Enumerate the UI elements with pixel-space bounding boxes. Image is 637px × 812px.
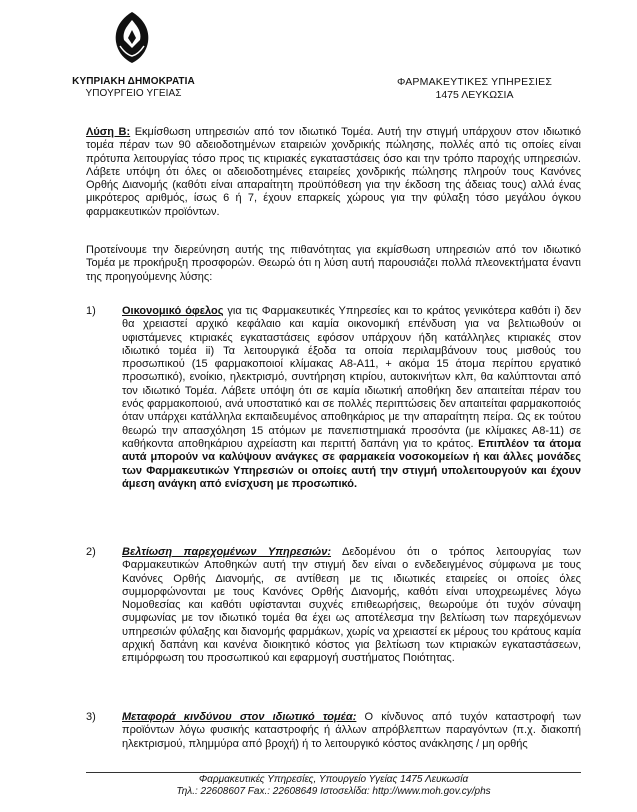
list-item-label: Οικονομικό όφελος bbox=[122, 305, 224, 317]
list-item-number: 1) bbox=[86, 305, 96, 317]
solution-label: Λύση Β: bbox=[86, 126, 131, 138]
list-item-text: για τις Φαρμακευτικές Υπηρεσίες και το κράτος γενικότερα καθότι i) δεν θα χρειαστεί αρχικό κεφάλαιο και καμία οικονομική επένδυση για να βελτιωθούν οι υφιστάμενες κτιριακές εγκαταστάσεις εφόσον υπάρχουν ήδη κατάλληλες κτιριακές στον ιδιωτικό τομέα ii) Τα λειτουργικά έξοδα τα οποία περιλαμβάνουν τους μισθούς του προσωπικού (15 φαρμακοποιοί κλίμακας Α8-Α11, + ακόμα 15 άτομα περίπου εργατικό προσωπικό), ενοίκιο, ηλεκτρισμό, συντήρηση κτιρίου, αυτοκινήτων κλπ, θα καλύπτονται από τον ιδιωτικό Τομέα. Λάβετε υπόψη ότι σε καμία ιδιωτική αποθήκη δεν απαιτείται πέραν του ενός φαρμακοποιού, ανά υποστατικό και σε πολλές περιπτώσεις δεν απαιτείται φαρμακοποιός όταν υπάρχει κατάλληλα εκπαιδευμένος αποθηκάριος με την απαραίτητη πείρα. Ως εκ τούτου θεωρώ την απασχόληση 15 ατόμων με πανεπιστημιακά προσόντα (με κλίμακες Α8-11) σε καθήκοντα αποθηκάριου αχρείαστη και περιττή δαπάνη για το κράτος. bbox=[122, 305, 581, 450]
department-name: ΦΑΡΜΑΚΕΥΤΙΚΕΣ ΥΠΗΡΕΣΙΕΣ bbox=[396, 76, 553, 88]
coat-of-arms-icon bbox=[108, 8, 156, 66]
page-footer bbox=[86, 774, 581, 798]
list-item-label: Μεταφορά κινδύνου στον ιδιωτικό τομέα: bbox=[122, 711, 357, 723]
proposal-text: Προτείνουμε την διερεύνηση αυτής της πιθανότητας για εκμίσθωση υπηρεσιών από τον ιδιωτικό Τομέα με προκήρυξη προσφορών. Θεωρώ ότι η λύση αυτή παρουσιάζει πολλά πλεονεκτήματα έναντι της προηγούμενης λύσης: bbox=[86, 244, 581, 283]
list-item-body bbox=[122, 711, 581, 751]
list-item-number: 3) bbox=[86, 711, 96, 723]
ministry-header bbox=[66, 76, 201, 100]
list-item-body bbox=[122, 546, 581, 666]
list-item-body bbox=[122, 305, 581, 491]
list-item-text: Ο κίνδυνος από τυχόν καταστροφή των προϊόντων λόγω φυσικής καταστροφής ή άλλων απρόβλεπτων παραγόντων (π.χ. διακοπή ηλεκτρισμού, πλημμύρα από βροχή) ή το λειτουργικό κόστος ανάκλησης / μη ορθής bbox=[122, 711, 581, 750]
list-item-text: Δεδομένου ότι ο τρόπος λειτουργίας των Φαρμακευτικών Αποθηκών αυτή την στιγμή δεν είναι ο ενδεδειγμένος σύμφωνα με τους Κανόνες Ορθής Διανομής, σε αντίθεση με τις ιδιωτικές εταιρείες οι οποίες όλες συμμορφώνονται με τους Κανόνες Ορθής Διανομής, καθότι είναι υποχρεωμένες λόγω Νομοθεσίας και καθότι υφίστανται συχνές επιθεωρήσεις, θεωρούμε ότι τυχόν σύναψη συμφωνίας με τον ιδιωτικό τομέα θα έχει ως αποτέλεσμα την βελτίωση των παρεχόμενων υπηρεσιών φύλαξης και διανομής φαρμάκων, χωρίς να χρειαστεί εκ μέρους του κράτους καμία αρχική δαπάνη και κανένα διοικητικό κόστος για βελτίωση των κτιριακών εγκαταστάσεων, επιμόρφωση του προσωπικού και εφαρμογή συστήματος Ποιότητας. bbox=[122, 546, 581, 665]
footer-address: Φαρμακευτικές Υπηρεσίες, Υπουργείο Υγείας 1475 Λευκωσία bbox=[198, 774, 469, 785]
ministry-name: ΥΠΟΥΡΓΕΙΟ ΥΓΕΙΑΣ bbox=[85, 88, 182, 99]
list-item-label: Βελτίωση παρεχομένων Υπηρεσιών: bbox=[122, 546, 332, 558]
department-address: 1475 ΛΕΥΚΩΣΙΑ bbox=[435, 89, 514, 101]
department-header bbox=[372, 76, 577, 102]
republic-name: ΚΥΠΡΙΑΚΗ ΔΗΜΟΚΡΑΤΙΑ bbox=[72, 76, 195, 87]
solution-text: Εκμίσθωση υπηρεσιών από τον ιδιωτικό Τομέα. Αυτή την στιγμή υπάρχουν στον ιδιωτικό τομέα πέραν των 90 αδειοδοτημένων εταιρειών χονδρικής πώλησης, πολλές από τις οποίες είναι πρότυπα λειτουργίας τόσο προς τις κτιριακές εγκαταστάσεις όσο και την τρόπο παροχής υπηρεσιών. Λάβετε υπόψη ότι όλες οι αδειοδοτημένες εταιρείες χονδρικής πώλησης πληρούν τους Κανόνες Ορθής Διανομής (καθότι είναι απαραίτητη προϋπόθεση για την έκδοση της άδειας τους) αλλά ένας μικρότερος αριθμός, ίσως 6 ή 7, έχουν επαρκείς χώρους για την φύλαξη τόσο μεγάλου όγκου φαρμακευτικών προϊόντων. bbox=[86, 126, 581, 218]
list-item-bold-text: Επιπλέον τα άτομα αυτά μπορούν να καλύψουν ανάγκες σε φαρμακεία νοσοκομείων ή και άλλες μονάδες των Φαρμακευτικών Υπηρεσιών οι οποίες αυτή την στιγμή υπολειτουργούν και έχουν άμεση ανάγκη από ενίσχυση με προσωπικό. bbox=[122, 437, 581, 490]
paragraph-solution-b bbox=[86, 126, 581, 219]
paragraph-proposal bbox=[86, 244, 581, 284]
list-item-number: 2) bbox=[86, 546, 96, 558]
footer-divider bbox=[86, 772, 581, 773]
footer-contact: Τηλ.: 22608607 Fax.: 22608649 Ιστοσελίδα: http://www.moh.gov.cy/phs bbox=[176, 786, 491, 797]
